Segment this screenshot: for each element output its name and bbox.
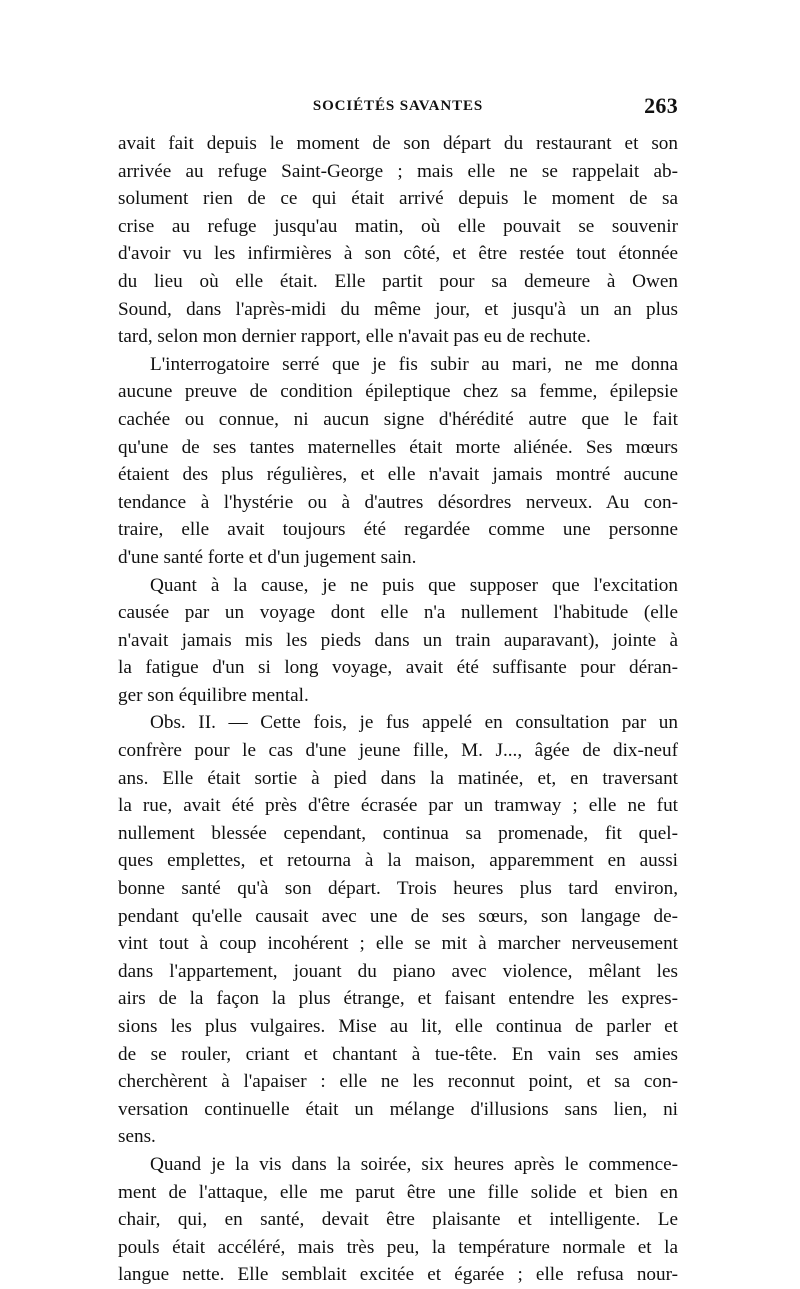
text-line: pouls était accéléré, mais très peu, la température normale et la <box>118 1236 678 1258</box>
text-line: airs de la façon la plus étrange, et faisant entendre les expres- <box>118 988 678 1010</box>
paragraph-5 <box>118 1151 678 1289</box>
running-head <box>118 93 678 120</box>
text-line: aucune preuve de condition épileptique chez sa femme, épilepsie <box>118 381 678 403</box>
text-line: ans. Elle était sortie à pied dans la matinée, et, en traversant <box>118 767 678 789</box>
text-line: dans l'appartement, jouant du piano avec violence, mêlant les <box>118 960 678 982</box>
text-line: causée par un voyage dont elle n'a nullement l'habitude (elle <box>118 602 678 624</box>
text-line: sions les plus vulgaires. Mise au lit, elle continua de parler et <box>118 1016 678 1037</box>
text-line: de se rouler, criant et chantant à tue-tête. En vain ses amies <box>118 1043 678 1065</box>
text-line: du lieu où elle était. Elle partit pour sa demeure à Owen <box>118 270 678 292</box>
text-line: Obs. II. — Cette fois, je fus appelé en consultation par un <box>150 712 678 734</box>
text-line: cherchèrent à l'apaiser : elle ne les reconnut point, et sa con- <box>118 1071 678 1093</box>
text-line: ger son équilibre mental. <box>118 684 309 706</box>
text-line: langue nette. Elle semblait excitée et égarée ; elle refusa nour- <box>118 1264 678 1286</box>
text-line: qu'une de ses tantes maternelles était morte aliénée. Ses mœurs <box>118 436 678 458</box>
text-line: tendance à l'hystérie ou à d'autres désordres nerveux. Au con- <box>118 491 678 513</box>
text-line: L'interrogatoire serré que je fis subir au mari, ne me donna <box>150 353 678 375</box>
text-line: d'avoir vu les infirmières à son côté, et être restée tout étonnée <box>118 243 678 265</box>
running-title: SOCIÉTÉS SAVANTES <box>312 98 484 114</box>
text-line: sens. <box>118 1126 156 1148</box>
text-line: étaient des plus régulières, et elle n'avait jamais montré aucune <box>118 464 678 486</box>
text-line: la rue, avait été près d'être écrasée par un tramway ; elle ne fut <box>118 795 678 817</box>
paragraph-4 <box>118 709 678 1151</box>
text-line: ques emplettes, et retourna à la maison, apparemment en aussi <box>118 850 678 872</box>
page-number: 263 <box>644 93 678 118</box>
paragraph-3 <box>118 572 678 710</box>
paragraph-1 <box>118 130 678 351</box>
text-line: pendant qu'elle causait avec une de ses sœurs, son langage de- <box>118 905 678 927</box>
text-line: crise au refuge jusqu'au matin, où elle pouvait se souvenir <box>118 215 678 237</box>
text-line: Quand je la vis dans la soirée, six heures après le commence- <box>150 1153 678 1175</box>
text-line: d'une santé forte et d'un jugement sain. <box>118 546 417 568</box>
text-line: arrivée au refuge Saint-George ; mais elle ne se rappelait ab- <box>118 160 678 182</box>
text-line: ment de l'attaque, elle me parut être une fille solide et bien en <box>118 1181 678 1203</box>
text-line: confrère pour le cas d'une jeune fille, M. J..., âgée de dix-neuf <box>118 740 678 762</box>
body-text <box>118 130 678 1286</box>
text-line: bonne santé qu'à son départ. Trois heures plus tard environ, <box>118 878 678 900</box>
text-line: n'avait jamais mis les pieds dans un train auparavant), jointe à <box>118 629 678 651</box>
text-line: tard, selon mon dernier rapport, elle n'avait pas eu de rechute. <box>118 326 591 348</box>
text-line: traire, elle avait toujours été regardée comme une personne <box>118 519 678 541</box>
text-line: vint tout à coup incohérent ; elle se mit à marcher nerveusement <box>118 933 678 955</box>
text-line: cachée ou connue, ni aucun signe d'hérédité autre que le fait <box>118 408 678 430</box>
text-line: avait fait depuis le moment de son départ du restaurant et son <box>118 133 678 154</box>
paragraph-2 <box>118 351 678 572</box>
text-line: Quant à la cause, je ne puis que supposer que l'excitation <box>150 574 678 596</box>
text-line: Sound, dans l'après-midi du même jour, et jusqu'à un an plus <box>118 298 678 320</box>
text-line: solument rien de ce qui était arrivé depuis le moment de sa <box>118 188 678 210</box>
text-line: chair, qui, en santé, devait être plaisante et intelligente. Le <box>118 1209 678 1231</box>
text-line: nullement blessée cependant, continua sa promenade, fit quel- <box>118 822 678 844</box>
text-line: versation continuelle était un mélange d'illusions sans lien, ni <box>118 1098 678 1120</box>
text-line: la fatigue d'un si long voyage, avait été suffisante pour déran- <box>118 657 678 679</box>
